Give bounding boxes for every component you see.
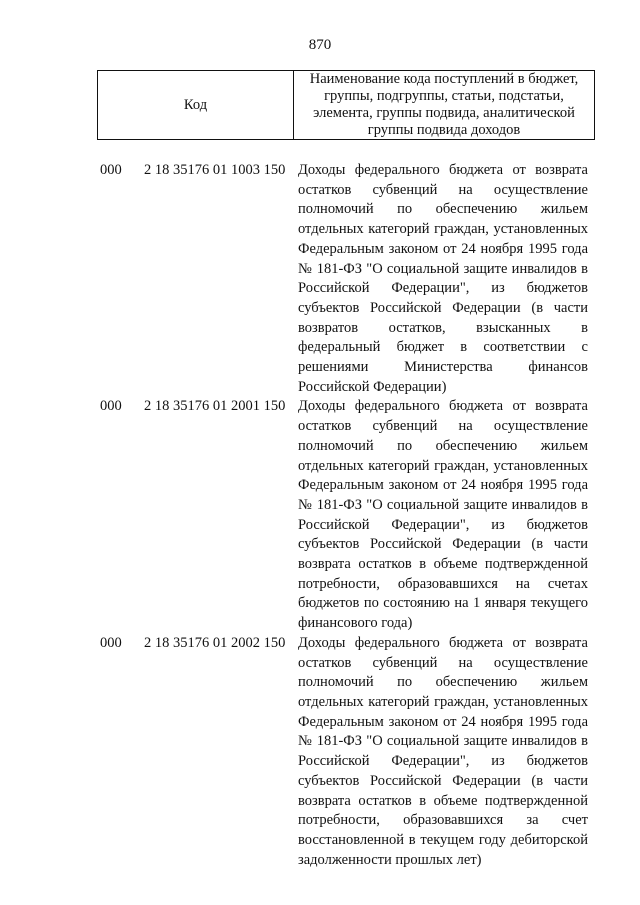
list-item xyxy=(100,161,590,397)
entry-revenue-code: 2 18 35176 01 1003 150 xyxy=(144,162,286,178)
entry-admin-code: 000 xyxy=(100,398,122,415)
entries-list xyxy=(100,161,590,870)
entry-description: Доходы федерального бюджета от возврата остатков субвенций на осуществление полномочий по обеспечению жильем отдельных категорий граждан, установленных Федеральным законом от 24 ноября 1995 года № 181-ФЗ "О социальной защите инвалидов в Российской Федерации", из бюджетов субъектов Российской Федерации (в части возврата остатков в объеме подтвержденной потребности, образовавшихся за счет восстановленной в текущем году дебиторской задолженности прошлых лет) xyxy=(298,634,588,868)
list-item xyxy=(100,397,590,633)
page-number: 870 xyxy=(308,37,332,53)
entry-admin-code: 000 xyxy=(100,634,122,651)
entry-description: Доходы федерального бюджета от возврата остатков субвенций на осуществление полномочий по обеспечению жильем отдельных категорий граждан, установленных Федеральным законом от 24 ноября 1995 года № 181-ФЗ "О социальной защите инвалидов в Российской Федерации", из бюджетов субъектов Российской Федерации (в части возврата остатков в объеме подтвержденной потребности, образовавшихся на счетах бюджетов по состоянию на 1 января текущего финансового года) xyxy=(298,398,588,632)
entry-description: Доходы федерального бюджета от возврата остатков субвенций на осуществление полномочий по обеспечению жильем отдельных категорий граждан, установленных Федеральным законом от 24 ноября 1995 года № 181-ФЗ "О социальной защите инвалидов в Российской Федерации", из бюджетов субъектов Российской Федерации (в части возвратов остатков, взысканных в федеральный бюджет в соответствии с решениями Министерства финансов Российской Федерации) xyxy=(298,162,588,395)
list-item xyxy=(100,634,590,870)
header-name-label: Наименование кода поступлений в бюджет, группы, подгруппы, статьи, подстатьи, элемента, группы подвида, аналитической группы подвида доходов xyxy=(309,71,579,138)
entry-revenue-code: 2 18 35176 01 2002 150 xyxy=(144,634,286,651)
entry-revenue-code: 2 18 35176 01 2001 150 xyxy=(144,398,286,415)
header-code-label: Код xyxy=(98,71,294,139)
table-header xyxy=(97,70,595,140)
entry-admin-code: 000 xyxy=(100,162,122,178)
